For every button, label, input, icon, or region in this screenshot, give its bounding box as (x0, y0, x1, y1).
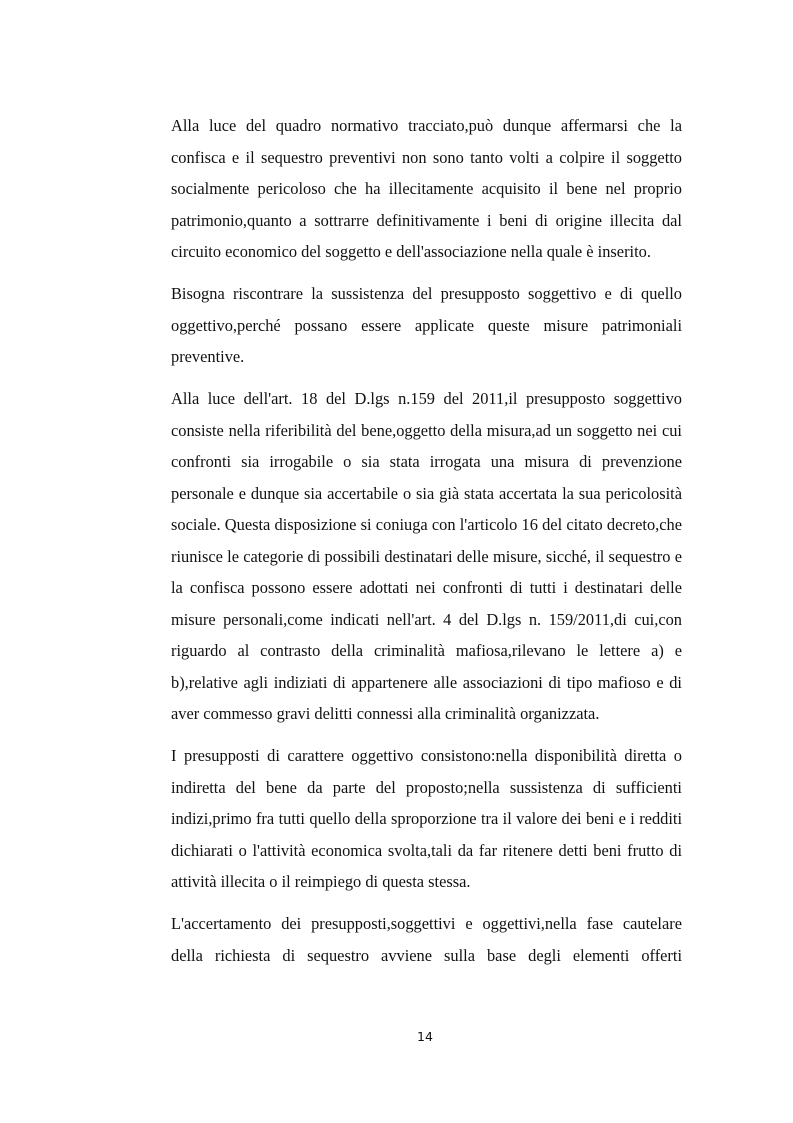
paragraph-1: Alla luce del quadro normativo tracciato,può dunque affermarsi che la confisca e il sequestro preventivi non sono tanto volti a colpire il soggetto socialmente pericoloso che ha illecitamente acquisito il bene nel proprio patrimonio,quanto a sottrarre definitivamente i beni di origine illecita dal circuito economico del soggetto e dell'associazione nella quale è inserito. (171, 116, 682, 261)
paragraph-2: Bisogna riscontrare la sussistenza del presupposto soggettivo e di quello oggettivo,perché possano essere applicate queste misure patrimoniali preventive. (171, 284, 682, 366)
body-text (171, 110, 682, 982)
paragraph-5: L'accertamento dei presupposti,soggettivi e oggettivi,nella fase cautelare della richiesta di sequestro avviene sulla base degli elementi offerti (171, 914, 682, 965)
page-number: 14 (417, 1029, 433, 1044)
paragraph-4: I presupposti di carattere oggettivo consistono:nella disponibilità diretta o indiretta del bene da parte del proposto;nella sussistenza di sufficienti indizi,primo fra tutti quello della sproporzione tra il valore dei beni e i redditi dichiarati o l'attività economica svolta,tali da far ritenere detti beni frutto di attività illecita o il reimpiego di questa stessa. (171, 746, 682, 891)
paragraph-3: Alla luce dell'art. 18 del D.lgs n.159 del 2011,il presupposto soggettivo consiste nella riferibilità del bene,oggetto della misura,ad un soggetto nei cui confronti sia irrogabile o sia stata irrogata una misura di prevenzione personale e dunque sia accertabile o sia già stata accertata la sua pericolosità sociale. Questa disposizione si coniuga con l'articolo 16 del citato decreto,che riunisce le categorie di possibili destinatari delle misure, sicché, il sequestro e la confisca possono essere adottati nei confronti di tutti i destinatari delle misure personali,come indicati nell'art. 4 del D.lgs n. 159/2011,di cui,con riguardo al contrasto della criminalità mafiosa,rilevano le lettere a) e b),relative agli indiziati di appartenere alle associazioni di tipo mafioso e di aver commesso gravi delitti connessi alla criminalità organizzata. (171, 389, 682, 723)
